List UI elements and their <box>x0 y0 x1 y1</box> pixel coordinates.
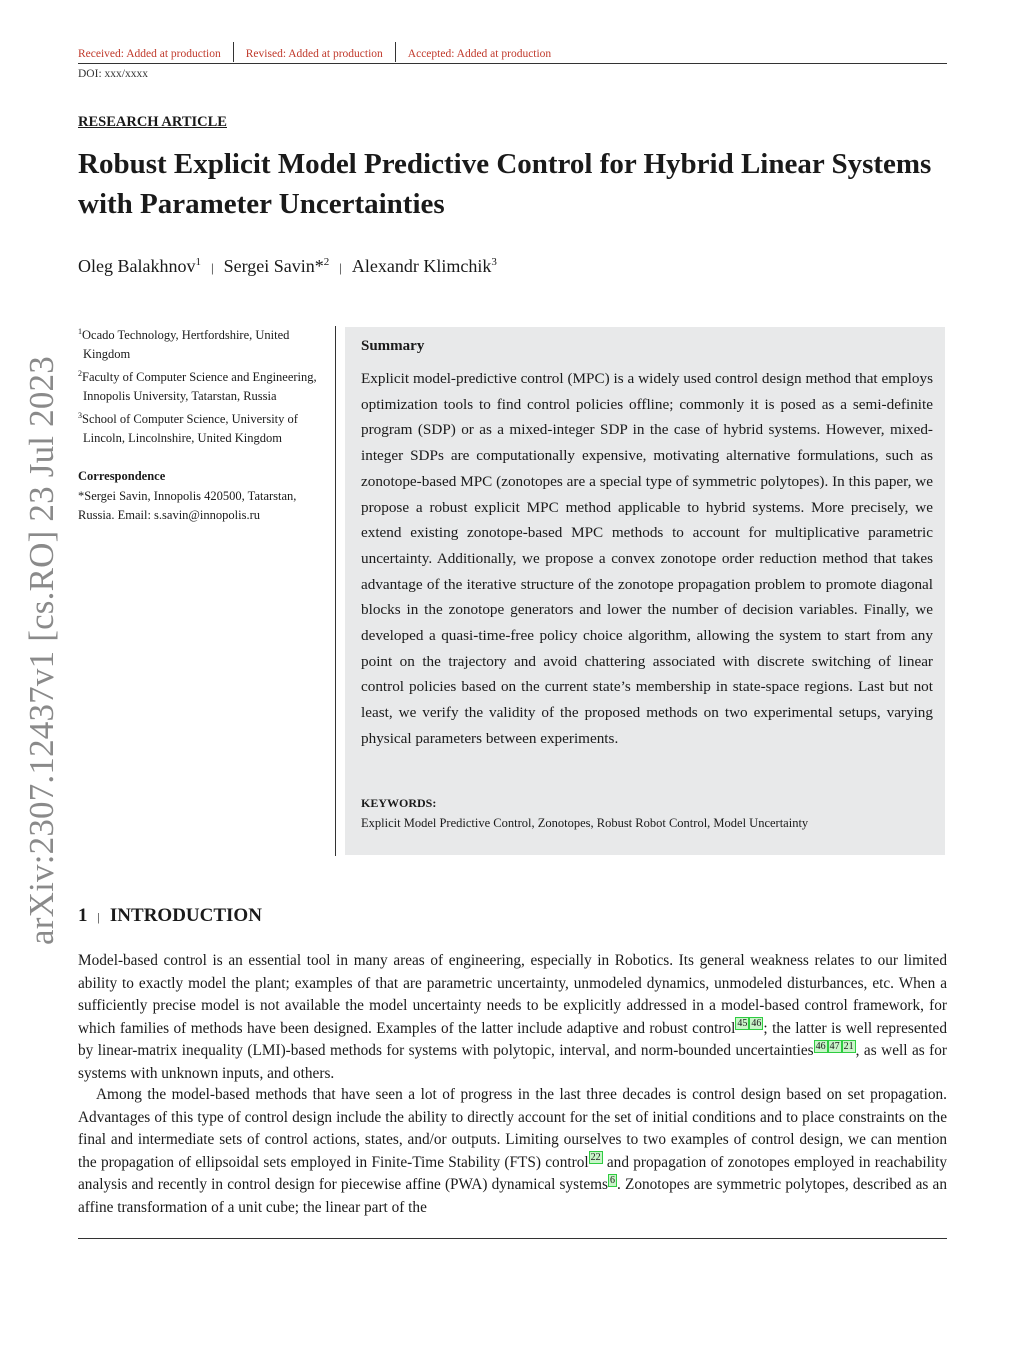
received-date: Received: Added at production <box>78 47 221 60</box>
affiliations <box>78 322 323 448</box>
divider: | <box>210 260 214 275</box>
citation-link[interactable]: 46 <box>815 1040 826 1052</box>
keywords-heading: KEYWORDS: <box>361 796 437 810</box>
column-divider <box>335 326 336 856</box>
header-rule <box>78 63 947 64</box>
correspondence-text: *Sergei Savin, Innopolis 420500, Tatarstan, Russia. Email: s.savin@innopolis.ru <box>78 489 297 522</box>
citation-link[interactable]: 21 <box>843 1040 854 1052</box>
citation-link[interactable]: 22 <box>590 1152 601 1164</box>
divider: | <box>97 910 100 924</box>
arxiv-identifier: arXiv:2307.12437v1 [cs.RO] 23 Jul 2023 <box>22 356 61 945</box>
author-sup: 1 <box>195 256 201 268</box>
footer-rule <box>78 1238 947 1239</box>
citation-link[interactable]: 47 <box>829 1040 840 1052</box>
section-heading <box>78 905 262 927</box>
author-list <box>78 256 497 277</box>
keywords-text: Explicit Model Predictive Control, Zonotopes, Robust Robot Control, Model Uncertainty <box>361 816 809 830</box>
author-sup: 3 <box>491 256 497 268</box>
author-name: Oleg Balakhnov <box>78 256 196 276</box>
accepted-date: Accepted: Added at production <box>407 47 552 60</box>
citation-link[interactable]: 46 <box>751 1018 762 1030</box>
paper-title: Robust Explicit Model Predictive Control for Hybrid Linear Systems with Parameter Uncertainties <box>78 148 932 220</box>
doi: DOI: xxx/xxxx <box>78 68 148 80</box>
citation-link[interactable]: 45 <box>737 1018 748 1030</box>
affiliation: $^1$Ocado Technology, Hertfordshire, United Kingdom <box>78 327 290 362</box>
paragraph: Model-based control is an essential tool in many areas of engineering, especially in Robotics. Its general weakness relates to our limited ability to exactly model the plant; examples of that are parametric uncertainty, unmodeled dynamics, unmodeled disturbances, etc. When a sufficiently precise model is not available the model uncertainty needs to be explicitly addressed in a model-based control framework, for which families of methods have been designed. Examples of the latter include adaptive and robust control $^{45}$ $^{46}$ ; the latter is well represented by linear-matrix inequality (LMI)-based methods for systems with polytopic, interval, and norm-bounded uncertainties $^{46}$ $^{47}$ $^{21}$ , as well as for systems with unknown inputs, and others. <box>78 952 948 1082</box>
author-name: Sergei Savin* <box>223 256 324 276</box>
section-number: 1 <box>78 905 88 926</box>
affiliation: $^3$School of Computer Science, University of Lincoln, Lincolnshire, United Kingdom <box>78 411 298 446</box>
divider <box>395 42 396 62</box>
divider <box>233 42 234 62</box>
summary-heading: Summary <box>361 338 425 354</box>
author-sup: 2 <box>323 256 330 268</box>
summary-text: Explicit model-predictive control (MPC) is a widely used control design method that employs optimization tools to find control policies offline; commonly it is posed as a semi-definite program (SDP) or as a mixed-integer SDP in the case of hybrid systems. However, mixed-integer SDPs are computationally expensive, motivating alternative formulations, such as zonotope-based MPC (zonotopes are a special type of symmetric polytopes). In this paper, we propose a robust explicit MPC method applicable to hybrid systems. More precisely, we extend existing zonotope-based MPC methods to account for multiplicative parametric uncertainty. Additionally, we propose a convex zonotope order reduction method that takes advantage of the iterative structure of the zonotope propagation problem to promote diagonal blocks in the zonotope generators and lower the number of decision variables. Finally, we developed a quasi-time-free policy choice algorithm, allowing the system to start from any point on the trajectory and avoid chattering associated with discrete switching of linear control policies based on the current state’s membership in state-space regions. Last but not least, we verify the validity of the proposed methods on two experimental setups, varying physical parameters between experiments. <box>361 370 933 747</box>
correspondence-heading: Correspondence <box>78 469 166 483</box>
section-title: INTRODUCTION <box>109 905 262 926</box>
affiliation: $^2$Faculty of Computer Science and Engineering, Innopolis University, Tatarstan, Russia <box>78 369 317 404</box>
article-type: RESEARCH ARTICLE <box>78 114 227 130</box>
publication-dates <box>78 44 551 64</box>
paragraph: Among the model-based methods that have seen a lot of progress in the last three decades is control design based on set propagation. Advantages of this type of control design include the ability to directly account for the set of initial conditions and to place constraints on the final and intermediate sets of control actions, states, and/or outputs. Limiting ourselves to two examples of control design, we can mention the propagation of ellipsoidal sets employed in Finite-Time Stability (FTS) control $^{22}$ and propagation of zonotopes employed in reachability analysis and recently in control design for piecewise affine (PWA) dynamical systems $^6$ . Zonotopes are symmetric polytopes, described as an affine transformation of a unit cube; the linear part of the <box>78 1086 947 1216</box>
divider: | <box>339 260 342 275</box>
author-name: Alexandr Klimchik <box>351 256 492 276</box>
citation-link[interactable]: 6 <box>609 1174 615 1186</box>
revised-date: Revised: Added at production <box>245 47 383 60</box>
